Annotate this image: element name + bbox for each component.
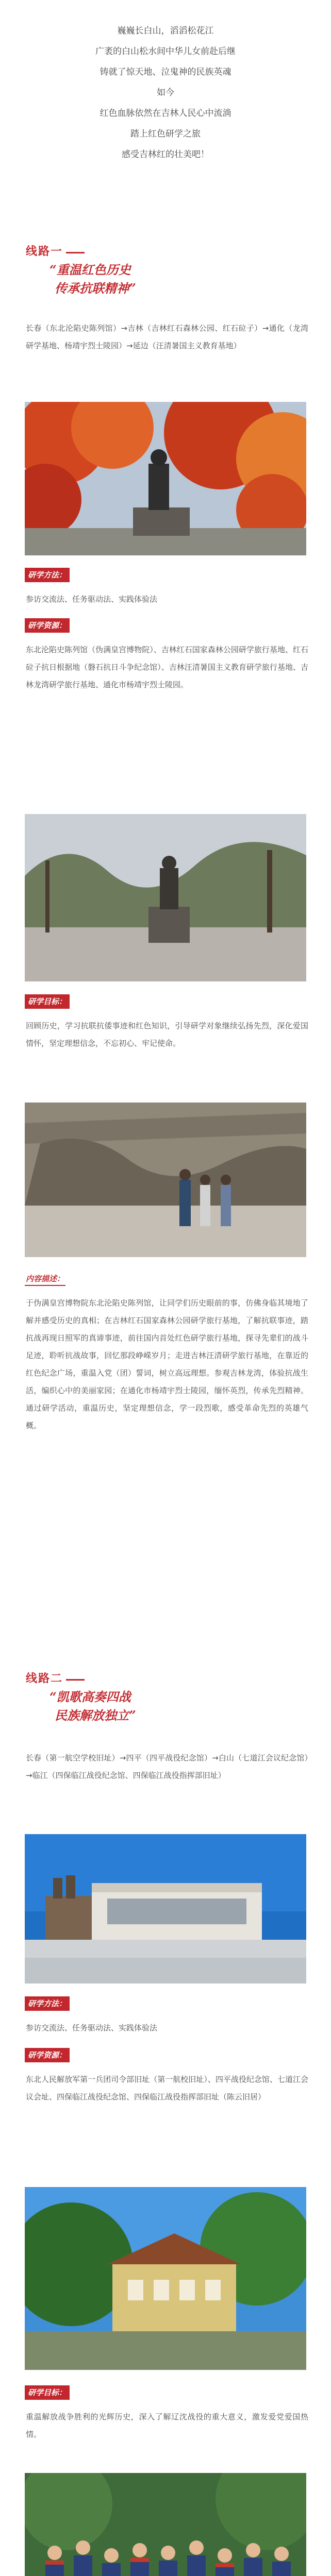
route1-goals-label: 研学目标： bbox=[25, 994, 70, 1009]
route1-photo-relief-wall bbox=[25, 1103, 306, 1257]
intro-line: 广袤的白山松水间中华儿女前赴后继 bbox=[95, 46, 236, 57]
route1-title-line2: 传承抗联精神” bbox=[55, 281, 136, 296]
route2-resources-label: 研学资源： bbox=[25, 2048, 70, 2062]
route2-photo-memorial-hall bbox=[25, 1834, 306, 1984]
route1-title-line1: “重温红色历史 bbox=[49, 262, 131, 277]
route1-content-label: 内容描述： bbox=[25, 1273, 65, 1286]
route2-title-line2: 民族解放独立” bbox=[55, 1708, 136, 1723]
route1-methods: 参访交流法、任务驱动法、实践体验法 bbox=[26, 595, 158, 604]
intro-line: 踏上红色研学之旅 bbox=[130, 129, 201, 139]
intro-line: 铸就了惊天地、泣鬼神的民族英魂 bbox=[100, 67, 231, 77]
route2-goals-label: 研学目标： bbox=[25, 2385, 70, 2400]
route2-heading bbox=[26, 1669, 242, 1725]
route2-photo-old-building bbox=[25, 2187, 306, 2370]
route1-photo-statue-park bbox=[25, 814, 306, 981]
route1-itinerary: 长春（东北沦陷史陈列馆）→吉林（吉林红石森林公园、红石砬子）→通化（龙湾研学基地、杨靖宇烈士陵园）→延边（汪清暑国主义教育基地） bbox=[26, 324, 308, 350]
route2-methods: 参访交流法、任务驱动法、实践体验法 bbox=[26, 2023, 158, 2032]
route2-photo-students-group bbox=[25, 2473, 306, 2576]
relief-wall-image bbox=[25, 1103, 306, 1257]
route1-methods-label: 研学方法： bbox=[25, 568, 70, 582]
intro-line: 如今 bbox=[157, 88, 174, 98]
statue-red-trees-image bbox=[25, 402, 306, 555]
intro-line: 巍巍长白山，滔滔松花江 bbox=[117, 26, 214, 36]
statue-park-image bbox=[25, 814, 306, 981]
route2-itinerary: 长春（第一航空学校旧址）→四平（四平战役纪念馆）→白山（七道江会议纪念馆）→临江（四保临江战役纪念馆、四保临江战役指挥部旧址） bbox=[26, 1753, 308, 1780]
route1-resources-label: 研学资源： bbox=[25, 618, 70, 633]
route2-title-line1: “凯歌高奏四战 bbox=[49, 1689, 131, 1704]
intro-line: 感受吉林红的壮美吧！ bbox=[122, 149, 209, 160]
route1-resources: 东北沦陷史陈列馆（伪满皇宫博物院）、吉林红石国家森林公园研学旅行基地、红石砬子抗日根据地（磐石抗日斗争纪念馆）、吉林汪清暑国主义教育研学旅行基地、吉林龙湾研学旅行基地、通化市杨靖宇烈士陵园。 bbox=[26, 645, 308, 689]
route2-resources: 东北人民解放军第一兵团司令部旧址（第一航校旧址）、四平战役纪念馆、七道江会议会址、四保临江战役纪念馆、四保临江战役指挥部旧址（陈云旧居） bbox=[26, 2075, 308, 2102]
route1-dash bbox=[66, 252, 85, 253]
route2-methods-label: 研学方法： bbox=[25, 1996, 70, 2011]
intro-block bbox=[0, 21, 331, 165]
route1-heading bbox=[26, 242, 242, 298]
intro-line: 红色血脉依然在吉林人民心中流淌 bbox=[100, 108, 231, 118]
route1-number: 线路一 bbox=[26, 245, 63, 258]
route2-dash bbox=[66, 1679, 85, 1681]
route2-goals: 重温解放战争胜利的光辉历史，深入了解辽沈战役的重大意义，激发爱党爱国热情。 bbox=[26, 2412, 308, 2439]
route1-content: 于伪满皇宫博物院东北沦陷史陈列馆，让同学们历史眼前的事，仿佛身临其境地了解并感受历史的真相；在吉林红石国家森林公园研学旅行基地，了解抗联事迹，踏抗战再现日照军的真谛事迹，前往国内首处红色研学旅行基地，探寻先辈们的战斗足迹，聆听抗战故事，回忆那段峥嵘岁月；走进吉林汪清研学旅行基地，在靠近的红色纪念广场，重温入党（团）誓词，树立高远理想。参观吉林龙湾，体验抗战生活，编织心中的美丽家园；在通化市杨靖宇烈士陵园，缅怀英烈，传承先烈精神。通过研学活动，重温历史，坚定理想信念，学一段烈歌，感受革命先烈的英雄气概。 bbox=[26, 1298, 308, 1430]
old-building-image bbox=[25, 2187, 306, 2370]
students-group-image bbox=[25, 2473, 306, 2576]
route1-photo-statue-red-trees bbox=[25, 402, 306, 555]
route1-goals: 回顾历史，学习抗联抗倭事迹和红色知识，引导研学对象继续弘扬先烈，深化爱国情怀，坚定理想信念，不忘初心、牢记使命。 bbox=[26, 1021, 308, 1048]
memorial-hall-image bbox=[25, 1834, 306, 1984]
route2-number: 线路二 bbox=[26, 1672, 63, 1685]
